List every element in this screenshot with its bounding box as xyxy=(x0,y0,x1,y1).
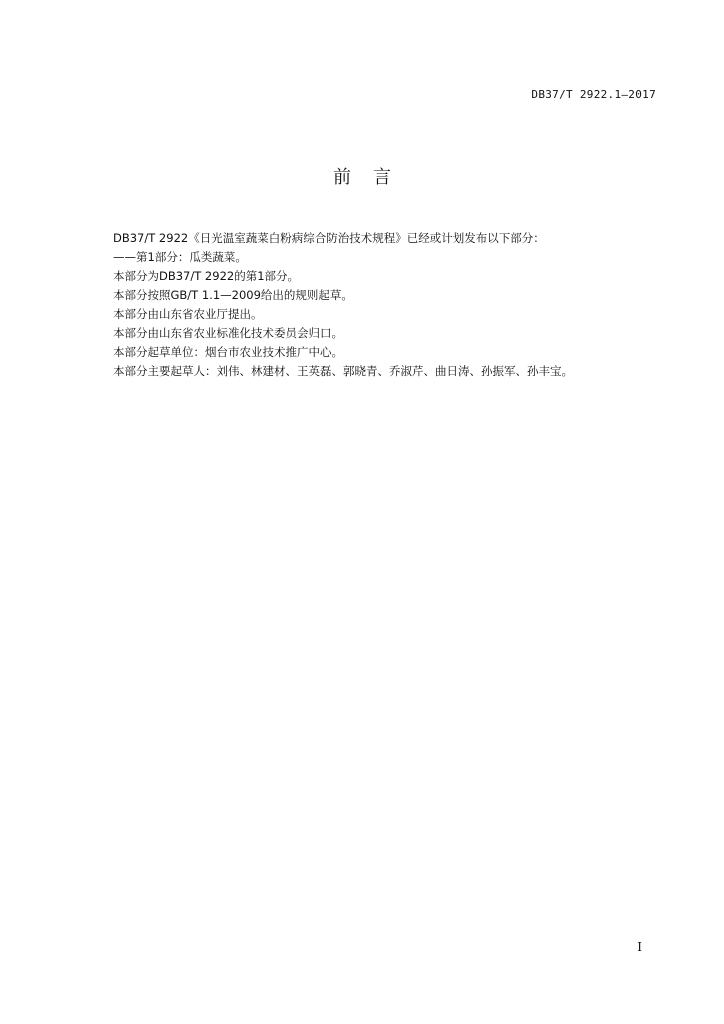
paragraph-part-list-item: ——第1部分：瓜类蔬菜。 xyxy=(113,250,247,264)
paragraph-series-intro: DB37/T 2922《日光温室蔬菜白粉病综合防治技术规程》已经或计划发布以下部分： xyxy=(113,231,545,245)
paragraph-drafting-unit: 本部分起草单位：烟台市农业技术推广中心。 xyxy=(113,345,343,359)
paragraph-main-drafters: 本部分主要起草人：刘伟、林建材、王英磊、郭晓青、乔淑芹、曲日涛、孙振军、孙丰宝。 xyxy=(113,364,573,378)
page-number: I xyxy=(637,940,642,954)
foreword-body xyxy=(113,229,673,381)
section-title-foreword: 前言 xyxy=(333,167,413,188)
paragraph-drafting-rules: 本部分按照GB/T 1.1—2009给出的规则起草。 xyxy=(113,288,353,302)
document-code: DB37/T 2922.1—2017 xyxy=(531,88,656,101)
paragraph-technical-committee: 本部分由山东省农业标准化技术委员会归口。 xyxy=(113,326,343,340)
paragraph-proposer: 本部分由山东省农业厅提出。 xyxy=(113,307,263,321)
paragraph-part-statement: 本部分为DB37/T 2922的第1部分。 xyxy=(113,269,300,283)
